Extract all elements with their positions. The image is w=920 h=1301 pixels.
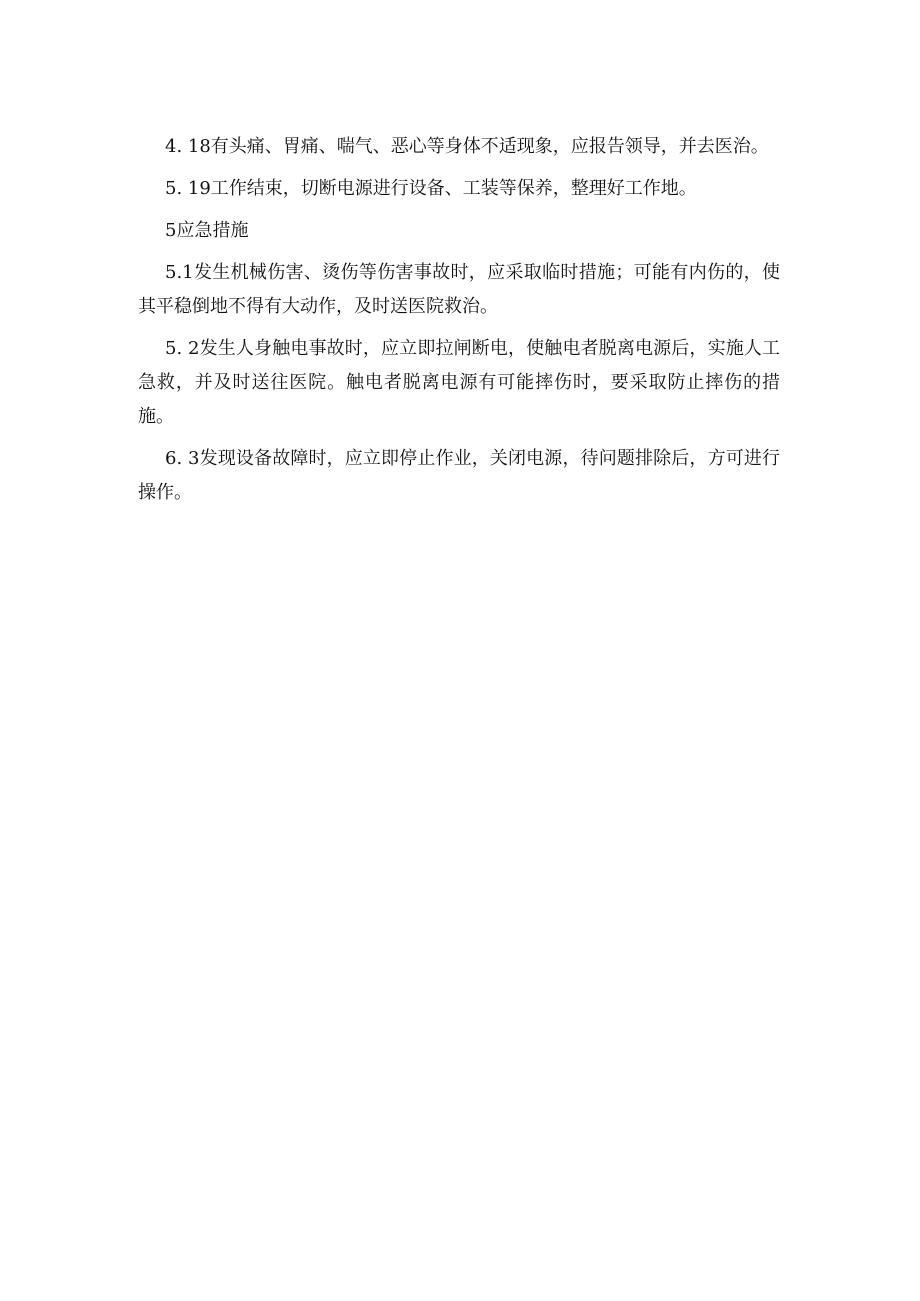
section-heading-emergency-measures: 5应急措施 <box>165 220 249 241</box>
paragraph-5-19: 5. 19工作结束，切断电源进行设备、工装等保养，整理好工作地。 <box>165 178 697 199</box>
paragraph-5-2: 5. 2发生人身触电事故时，应立即拉闸断电，使触电者脱离电源后，实施人工急救，并及时送往医院。触电者脱离电源有可能摔伤时，要采取防止摔伤的措施。 <box>138 338 780 427</box>
document-body <box>138 130 780 518</box>
paragraph-4-18: 4. 18有头痛、胃痛、喘气、恶心等身体不适现象，应报告领导，并去医治。 <box>165 136 769 157</box>
paragraph-6-3: 6. 3发现设备故障时，应立即停止作业，关闭电源，待问题排除后，方可进行操作。 <box>138 448 780 503</box>
paragraph-5-1: 5.1发生机械伤害、烫伤等伤害事故时，应采取临时措施；可能有内伤的，使其平稳倒地不得有大动作，及时送医院救治。 <box>138 262 780 317</box>
